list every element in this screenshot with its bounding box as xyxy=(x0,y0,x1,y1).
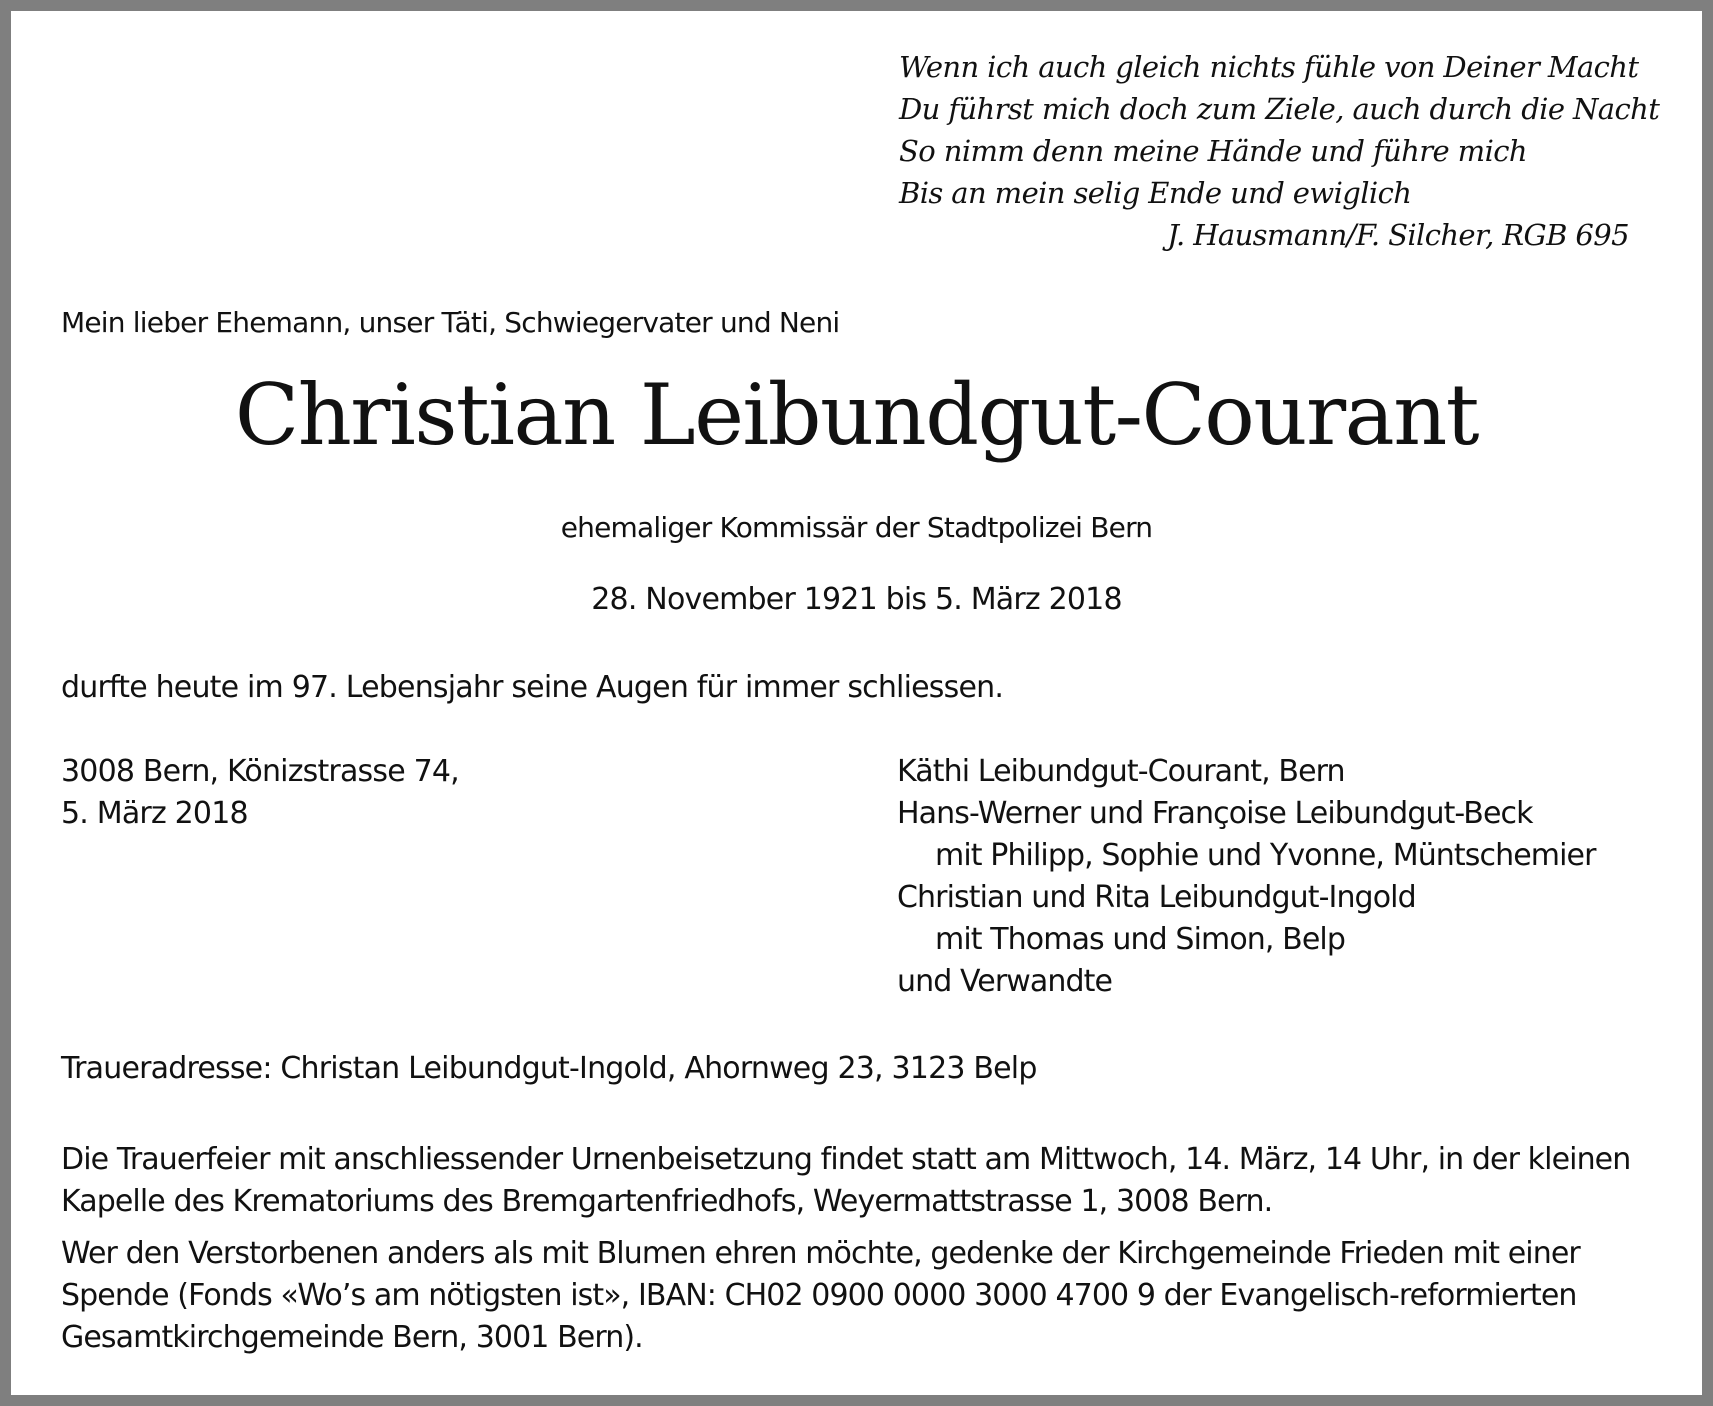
life-dates: 28. November 1921 bis 5. März 2018 xyxy=(591,582,1122,617)
mourner-entry: Hans-Werner und Françoise Leibundgut-Beck xyxy=(897,796,1533,831)
donation-paragraph xyxy=(61,1233,1661,1359)
mourner-entry: und Verwandte xyxy=(897,964,1113,999)
verse-block xyxy=(899,46,1659,256)
donation-line: Gesamtkirchgemeinde Bern, 3001 Bern). xyxy=(61,1320,643,1355)
donation-line: Spende (Fonds «Wo’s am nötigsten ist», IBAN: CH02 0900 0000 3000 4700 9 der Evangelisch-reformierten xyxy=(61,1278,1577,1313)
place-address: 3008 Bern, Könizstrasse 74, xyxy=(61,754,459,789)
verse-line: Du führst mich doch zum Ziele, auch durch die Nacht xyxy=(899,92,1660,126)
deceased-role: ehemaliger Kommissär der Stadtpolizei Bern xyxy=(560,511,1153,544)
ceremony-line: Die Trauerfeier mit anschliessender Urnenbeisetzung findet statt am Mittwoch, 14. März, 14 Uhr, in der kleinen xyxy=(61,1142,1631,1177)
passing-statement: durfte heute im 97. Lebensjahr seine Augen für immer schliessen. xyxy=(61,670,1004,705)
deceased-name: Christian Leibundgut-Courant xyxy=(234,366,1479,464)
place-date: 5. März 2018 xyxy=(61,796,248,831)
mourner-entry: Christian und Rita Leibundgut-Ingold xyxy=(897,880,1416,915)
verse-line: Bis an mein selig Ende und ewiglich xyxy=(899,176,1412,210)
verse-line: So nimm denn meine Hände und führe mich xyxy=(899,134,1527,168)
ceremony-line: Kapelle des Krematoriums des Bremgartenfriedhofs, Weyermattstrasse 1, 3008 Bern. xyxy=(61,1184,1273,1219)
intro-text: Mein lieber Ehemann, unser Täti, Schwiegervater und Neni xyxy=(61,306,840,339)
mourner-entry: mit Philipp, Sophie und Yvonne, Müntschemier xyxy=(935,838,1596,873)
obituary-notice xyxy=(11,11,1702,1395)
mourner-entry: mit Thomas und Simon, Belp xyxy=(935,922,1345,957)
verse-line: Wenn ich auch gleich nichts fühle von Deiner Macht xyxy=(899,50,1639,84)
place-date-block xyxy=(61,751,459,835)
ceremony-paragraph xyxy=(61,1139,1661,1223)
mourners-list xyxy=(897,751,1596,1003)
mourner-entry: Käthi Leibundgut-Courant, Bern xyxy=(897,754,1345,789)
donation-line: Wer den Verstorbenen anders als mit Blumen ehren möchte, gedenke der Kirchgemeinde Frieden mit einer xyxy=(61,1236,1580,1271)
verse-source: J. Hausmann/F. Silcher, RGB 695 xyxy=(1167,218,1629,252)
mourning-address: Traueradresse: Christan Leibundgut-Ingold, Ahornweg 23, 3123 Belp xyxy=(61,1051,1037,1086)
